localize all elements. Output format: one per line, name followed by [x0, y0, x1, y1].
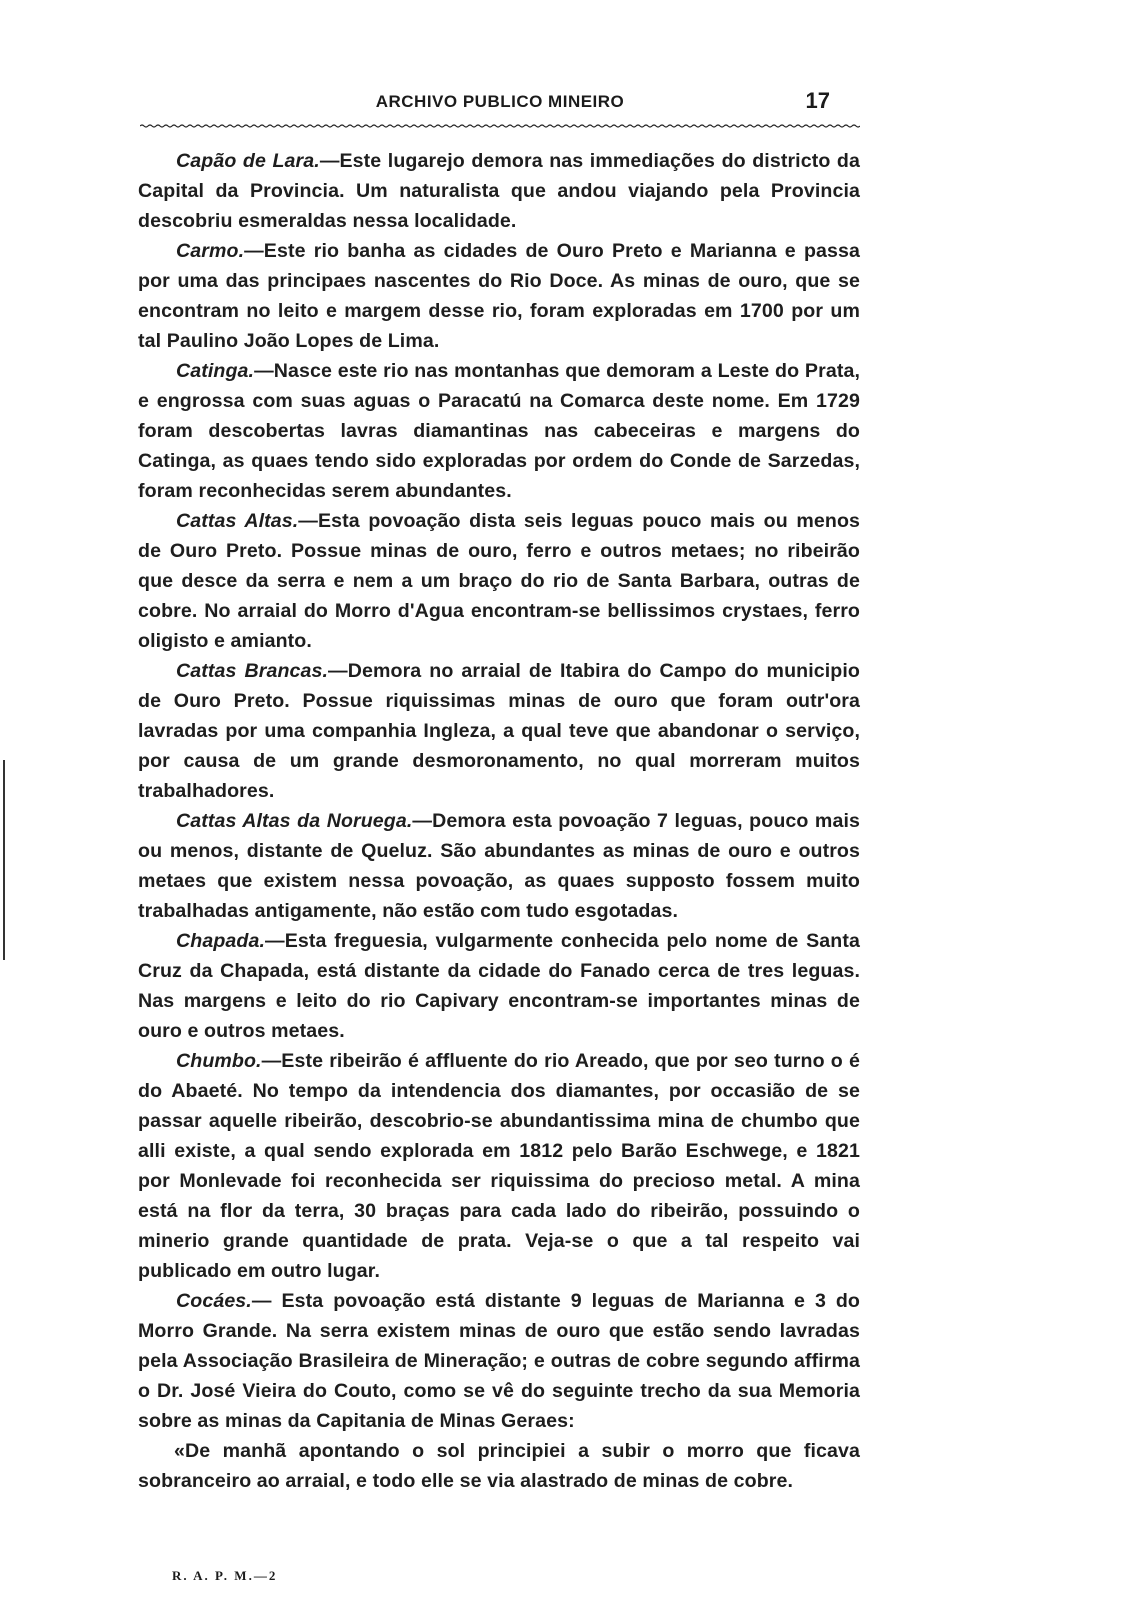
entry-term: Cattas Brancas.: [176, 660, 329, 682]
footer-signature: R. A. P. M.—2: [172, 1568, 278, 1583]
entry-term: Chumbo.: [176, 1050, 262, 1072]
margin-scan-mark: [2, 760, 6, 960]
entry-text: —Demora esta povoação 7 leguas, pouco mais ou menos, distante de Queluz. São abundantes as minas de ouro e outros metaes que existem nessa povoação, as quaes supposto fossem muito trabalhadas antigamente, não estão com tudo esgotadas.: [138, 810, 860, 922]
entry-cattas-altas-da-noruega: [138, 806, 860, 926]
entry-text: —Demora no arraial de Itabira do Campo do municipio de Ouro Preto. Possue riquissimas minas de ouro que foram outr'ora lavradas por uma companhia Ingleza, a qual teve que abandonar o serviço, por causa de um grande desmoronamento, no qual morreram muitos trabalhadores.: [138, 660, 860, 802]
entry-text: —Este lugarejo demora nas immediações do districto da Capital da Provincia. Um naturalista que andou viajando pela Provincia descobriu esmeraldas nessa localidade.: [138, 150, 860, 232]
page-number: 17: [805, 88, 830, 113]
entry-term: Chapada.: [176, 930, 265, 952]
entry-text: —Esta freguesia, vulgarmente conhecida pelo nome de Santa Cruz da Chapada, está distante da cidade do Fanado cerca de tres leguas. Nas margens e leito do rio Capivary encontram-se importantes minas de ouro e outros metaes.: [138, 930, 860, 1042]
body-text: [138, 146, 860, 1496]
running-header: [140, 88, 860, 122]
entry-text: — Esta povoação está distante 9 leguas de Marianna e 3 do Morro Grande. Na serra existem minas de ouro que estão sendo lavradas pela Associação Brasileira de Mineração; e outras de cobre segundo affirma o Dr. José Vieira do Couto, como se vê do seguinte trecho da sua Memoria sobre as minas da Capitania de Minas Geraes:: [138, 1290, 860, 1432]
entry-chumbo: [138, 1046, 860, 1286]
quoted-passage: «De manhã apontando o sol principiei a subir o morro que ficava sobranceiro ao arraial, e todo elle se via alastrado de minas de cobre.: [138, 1440, 860, 1492]
entry-term: Catinga.: [176, 360, 255, 382]
entry-text: —Nasce este rio nas montanhas que demoram a Leste do Prata, e engrossa com suas aguas o Paracatú na Comarca deste nome. Em 1729 foram descobertas lavras diamantinas nas cabeceiras e margens do Catinga, as quaes tendo sido exploradas por ordem do Conde de Sarzedas, foram reconhecidas serem abundantes.: [138, 360, 860, 502]
entry-text: —Este ribeirão é affluente do rio Areado, que por seo turno o é do Abaeté. No tempo da intendencia dos diamantes, por occasião de se passar aquelle ribeirão, descobrio-se abundantissima mina de chumbo que alli existe, a qual sendo explorada em 1812 pelo Barão Eschwege, e 1821 por Monlevade foi reconhecida ser riquissima do precioso metal. A mina está na flor da terra, 30 braças para cada lado do ribeirão, possuindo o minerio grande quantidade de prata. Veja-se o que a tal respeito vai publicado em outro lugar.: [138, 1050, 860, 1282]
entry-chapada: [138, 926, 860, 1046]
wavy-header-rule: [140, 124, 860, 128]
entry-capao-de-lara: [138, 146, 860, 236]
entry-carmo: [138, 236, 860, 356]
entry-term: Cocáes.: [176, 1290, 252, 1312]
entry-cocaes: [138, 1286, 860, 1436]
entry-catinga: [138, 356, 860, 506]
entry-cattas-altas: [138, 506, 860, 656]
entry-term: Capão de Lara.: [176, 150, 320, 172]
entry-text: —Este rio banha as cidades de Ouro Preto e Marianna e passa por uma das principaes nascentes do Rio Doce. As minas de ouro, que se encontram no leito e margem desse rio, foram exploradas em 1700 por um tal Paulino João Lopes de Lima.: [138, 240, 860, 352]
running-title: ARCHIVO PUBLICO MINEIRO: [375, 92, 625, 111]
entry-term: Cattas Altas da Noruega.: [176, 810, 413, 832]
entry-cattas-brancas: [138, 656, 860, 806]
entry-term: Carmo.: [176, 240, 245, 262]
entry-text: —Esta povoação dista seis leguas pouco mais ou menos de Ouro Preto. Possue minas de ouro, ferro e outros metaes; no ribeirão que desce da serra e nem a um braço do rio de Santa Barbara, outras de cobre. No arraial do Morro d'Agua encontram-se bellissimos crystaes, ferro oligisto e amianto.: [138, 510, 861, 652]
entry-term: Cattas Altas.: [176, 510, 299, 532]
